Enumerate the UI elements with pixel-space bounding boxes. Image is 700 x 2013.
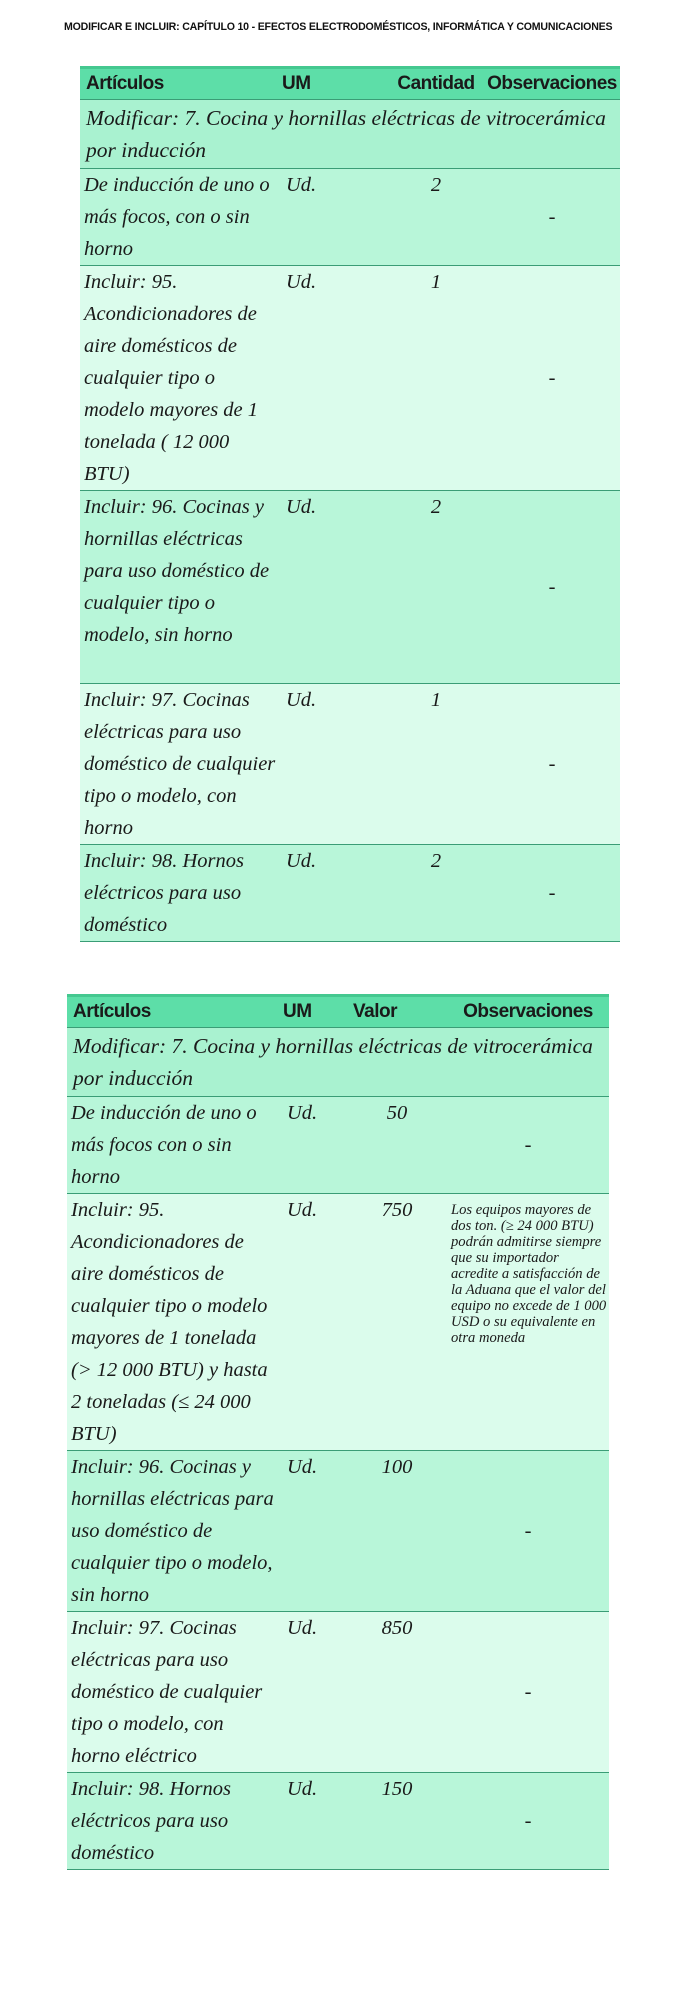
- um-cell: Ud.: [277, 1451, 347, 1612]
- article-cell: Incluir: 95. Acondicionadores de aire domésticos de cualquier tipo o modelo mayores de 1 tonelada (> 12 000 BTU) y hasta 2 toneladas (≤ 24 000 BTU): [67, 1194, 277, 1451]
- um-cell: Ud.: [276, 845, 388, 942]
- quantity-table: [80, 66, 620, 942]
- article-cell: Incluir: 98. Hornos eléctricos para uso doméstico: [80, 845, 276, 942]
- article-cell: De inducción de uno o más focos con o sin horno: [67, 1097, 277, 1194]
- section-title: Modificar: 7. Cocina y hornillas eléctricas de vitrocerámica por inducción: [80, 100, 620, 169]
- value-cell: 850: [347, 1612, 447, 1773]
- article-cell: Incluir: 96. Cocinas y hornillas eléctricas para uso doméstico de cualquier tipo o modelo, sin horno: [67, 1451, 277, 1612]
- observations-cell: -: [484, 845, 620, 942]
- um-cell: Ud.: [277, 1612, 347, 1773]
- observations-cell: -: [484, 266, 620, 491]
- header-um: UM: [276, 68, 388, 100]
- section-title: Modificar: 7. Cocina y hornillas eléctricas de vitrocerámica por inducción: [67, 1028, 609, 1097]
- table-row: [80, 169, 620, 266]
- observations-cell: -: [447, 1773, 609, 1870]
- article-cell: Incluir: 97. Cocinas eléctricas para uso doméstico de cualquier tipo o modelo, con horno: [80, 684, 276, 845]
- um-cell: Ud.: [276, 684, 388, 845]
- header-articulos: Artículos: [80, 68, 276, 100]
- header-articulos: Artículos: [67, 996, 277, 1028]
- value-cell: 150: [347, 1773, 447, 1870]
- quantity-cell: 2: [388, 845, 484, 942]
- article-cell: Incluir: 98. Hornos eléctricos para uso doméstico: [67, 1773, 277, 1870]
- header-valor: Valor: [347, 996, 447, 1028]
- value-cell: 750: [347, 1194, 447, 1451]
- table-header-row: [67, 996, 609, 1028]
- observations-cell: -: [447, 1612, 609, 1773]
- table-row: [67, 1612, 609, 1773]
- observations-cell: -: [484, 169, 620, 266]
- header-um: UM: [277, 996, 347, 1028]
- table-header-row: [80, 68, 620, 100]
- header-observaciones: Observaciones: [447, 996, 609, 1028]
- table-row: [80, 684, 620, 845]
- header-observaciones: Observaciones: [484, 68, 620, 100]
- table-row: [67, 1773, 609, 1870]
- um-cell: Ud.: [276, 491, 388, 684]
- observations-cell: -: [484, 684, 620, 845]
- um-cell: Ud.: [276, 169, 388, 266]
- section-row: [67, 1028, 609, 1097]
- observations-cell: -: [484, 491, 620, 684]
- value-table: [67, 994, 609, 1870]
- value-cell: 100: [347, 1451, 447, 1612]
- quantity-cell: 1: [388, 684, 484, 845]
- table-row: [80, 845, 620, 942]
- um-cell: Ud.: [277, 1194, 347, 1451]
- article-cell: Incluir: 95. Acondicionadores de aire domésticos de cualquier tipo o modelo mayores de 1 tonelada ( 12 000 BTU): [80, 266, 276, 491]
- header-cantidad: Cantidad: [388, 68, 484, 100]
- um-cell: Ud.: [276, 266, 388, 491]
- document-title: MODIFICAR E INCLUIR: CAPÍTULO 10 - EFECTOS ELECTRODOMÉSTICOS, INFORMÁTICA Y COMUNICACIONES: [64, 21, 613, 33]
- quantity-cell: 1: [388, 266, 484, 491]
- table-row: [67, 1451, 609, 1612]
- observations-cell: -: [447, 1097, 609, 1194]
- quantity-cell: 2: [388, 169, 484, 266]
- observations-cell: Los equipos mayores de dos ton. (≥ 24 000 BTU) podrán admitirse siempre que su importador acredite a satisfacción de la Aduana que el valor del equipo no excede de 1 000 USD o su equivalente en otra moneda: [447, 1194, 609, 1451]
- table-row: [80, 491, 620, 684]
- um-cell: Ud.: [277, 1773, 347, 1870]
- observations-cell: -: [447, 1451, 609, 1612]
- quantity-cell: 2: [388, 491, 484, 684]
- section-row: [80, 100, 620, 169]
- article-cell: De inducción de uno o más focos, con o sin horno: [80, 169, 276, 266]
- um-cell: Ud.: [277, 1097, 347, 1194]
- table-row: [80, 266, 620, 491]
- article-cell: Incluir: 96. Cocinas y hornillas eléctricas para uso doméstico de cualquier tipo o modelo, sin horno: [80, 491, 276, 684]
- article-cell: Incluir: 97. Cocinas eléctricas para uso doméstico de cualquier tipo o modelo, con horno eléctrico: [67, 1612, 277, 1773]
- table-row: [67, 1097, 609, 1194]
- value-cell: 50: [347, 1097, 447, 1194]
- table-row: [67, 1194, 609, 1451]
